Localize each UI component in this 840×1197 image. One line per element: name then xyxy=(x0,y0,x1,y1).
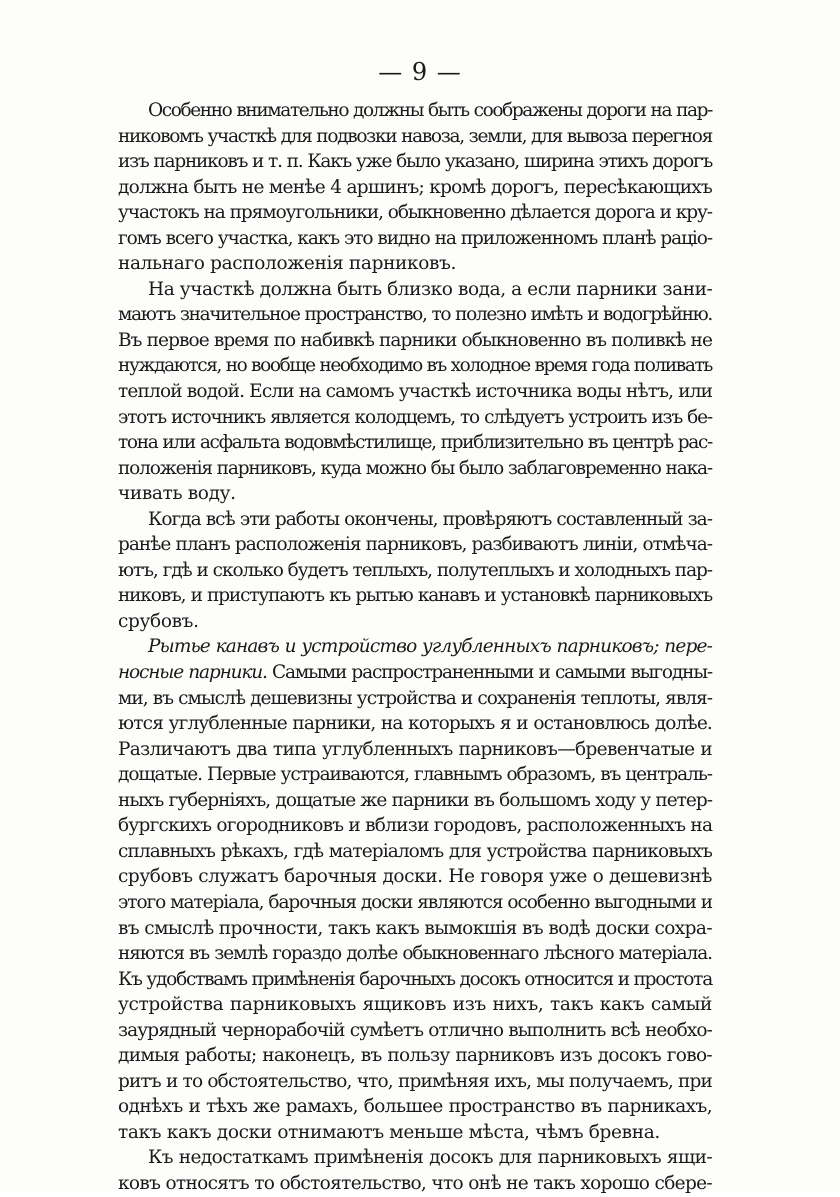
text-line: нальнаго расположенія парниковъ. xyxy=(118,253,457,275)
text-line: устройства парниковыхъ ящиковъ изъ нихъ, такъ какъ самый xyxy=(118,994,712,1016)
text-line: Когда всѣ эти работы окончены, провѣряютъ составленный за- xyxy=(148,508,712,530)
text-run: Самыми распространенными и самыми выгодны- xyxy=(266,662,713,684)
text-line: ныхъ губерніяхъ, дощатые же парники въ большомъ ходу у петер- xyxy=(118,789,712,811)
section-heading-line xyxy=(118,634,712,660)
text-line: бургскихъ огородниковъ и вблизи городовъ, расположенныхъ на xyxy=(118,815,713,837)
text-line: няются въ землѣ гораздо долѣе обыкновеннаго лѣсного матеріала. xyxy=(118,943,712,965)
text-line: участокъ на прямоугольники, обыкновенно дѣлается дорога и кру- xyxy=(118,202,712,224)
text-line: такъ какъ доски отнимаютъ меньше мѣста, чѣмъ бревна. xyxy=(118,1121,660,1143)
page-number: — 9 — xyxy=(378,58,462,86)
text-line: Въ первое время по набивкѣ парники обыкновенно въ поливкѣ не xyxy=(118,329,712,351)
text-line: маютъ значительное пространство, то полезно имѣть и водогрѣйню. xyxy=(118,304,712,326)
text-line: Особенно внимательно должны быть соображены дороги на пар- xyxy=(148,100,712,121)
paragraph-4 xyxy=(118,634,712,1145)
text-line: чивать воду. xyxy=(118,483,236,505)
text-line: теплой водой. Если на самомъ участкѣ источника воды нѣтъ, или xyxy=(118,381,713,403)
text-line: этого матеріала, барочныя доски являются особенно выгодными и xyxy=(118,891,712,913)
section-heading-italic: Рытье канавъ и устройство углубленныхъ парниковъ; пере- xyxy=(148,636,712,658)
text-line: изъ парниковъ и т. п. Какъ уже было указано, ширина этихъ дорогъ xyxy=(118,151,712,173)
body-text xyxy=(118,98,712,1197)
text-line: Различаютъ два типа углубленныхъ парниковъ—бревенчатые и xyxy=(118,738,712,760)
text-line: Къ удобствамъ примѣненія барочныхъ досокъ относится и простота xyxy=(118,968,712,990)
text-line: ми, въ смыслѣ дешевизны устройства и сохраненія теплоты, явля- xyxy=(118,687,712,709)
section-heading-italic: носные парники. xyxy=(118,662,267,684)
text-line: ритъ и то обстоятельство, что, примѣняя ихъ, мы получаемъ, при xyxy=(118,1070,712,1092)
text-line: никовъ, и приступаютъ къ рытью канавъ и установкѣ парниковыхъ xyxy=(118,585,712,607)
text-line: ются углубленные парники, на которыхъ я и остановлюсь долѣе. xyxy=(118,713,712,735)
paragraph-2 xyxy=(118,277,712,507)
text-line: должна быть не менѣе 4 аршинъ; кромѣ дорогъ, пересѣкающихъ xyxy=(118,176,712,198)
paragraph-3 xyxy=(118,507,712,635)
text-line: заурядный чернорабочій сумѣетъ отлично выполнить всѣ необхо- xyxy=(118,1019,712,1041)
text-line: въ смыслѣ прочности, такъ какъ вымокшія въ водѣ доски сохра- xyxy=(118,917,712,939)
text-line: ковъ относятъ то обстоятельство, что онѣ не такъ хорошо сбере- xyxy=(118,1172,712,1194)
text-line: тона или асфальта водовмѣстилище, приблизительно въ центрѣ рас- xyxy=(118,432,712,454)
text-line: никовомъ участкѣ для подвозки навоза, земли, для вывоза перегноя xyxy=(118,125,712,147)
text-line xyxy=(118,660,712,686)
text-line: сплавныхъ рѣкахъ, гдѣ матеріаломъ для устройства парниковыхъ xyxy=(118,840,712,862)
text-line: нуждаются, но вообще необходимо въ холодное время года поливать xyxy=(118,355,712,377)
paragraph-1 xyxy=(118,98,712,277)
text-line: На участкѣ должна быть близко вода, а если парники зани- xyxy=(148,278,713,300)
text-line: однѣхъ и тѣхъ же рамахъ, большее пространство въ парникахъ, xyxy=(118,1096,712,1118)
text-line: положенія парниковъ, куда можно бы было заблаговременно нака- xyxy=(118,457,712,479)
text-line: срубовъ. xyxy=(118,610,199,632)
text-line: ранѣе планъ расположенія парниковъ, разбиваютъ линіи, отмѣча- xyxy=(118,534,712,556)
text-line: Къ недостаткамъ примѣненія досокъ для парниковыхъ ящи- xyxy=(148,1147,712,1169)
text-line: димыя работы; наконецъ, въ пользу парниковъ изъ досокъ гово- xyxy=(118,1045,712,1067)
text-line: этотъ источникъ является колодцемъ, то слѣдуетъ устроить изъ бе- xyxy=(118,406,712,428)
text-line: гомъ всего участка, какъ это видно на приложенномъ планѣ раціо- xyxy=(118,227,712,249)
text-line: срубовъ служатъ барочныя доски. Не говоря уже о дешевизнѣ xyxy=(118,866,712,888)
text-line: ютъ, гдѣ и сколько будетъ теплыхъ, полутеплыхъ и холодныхъ пар- xyxy=(118,559,712,581)
text-line: дощатые. Первые устраиваются, главнымъ образомъ, въ централь- xyxy=(118,764,712,786)
paragraph-5 xyxy=(118,1145,712,1196)
